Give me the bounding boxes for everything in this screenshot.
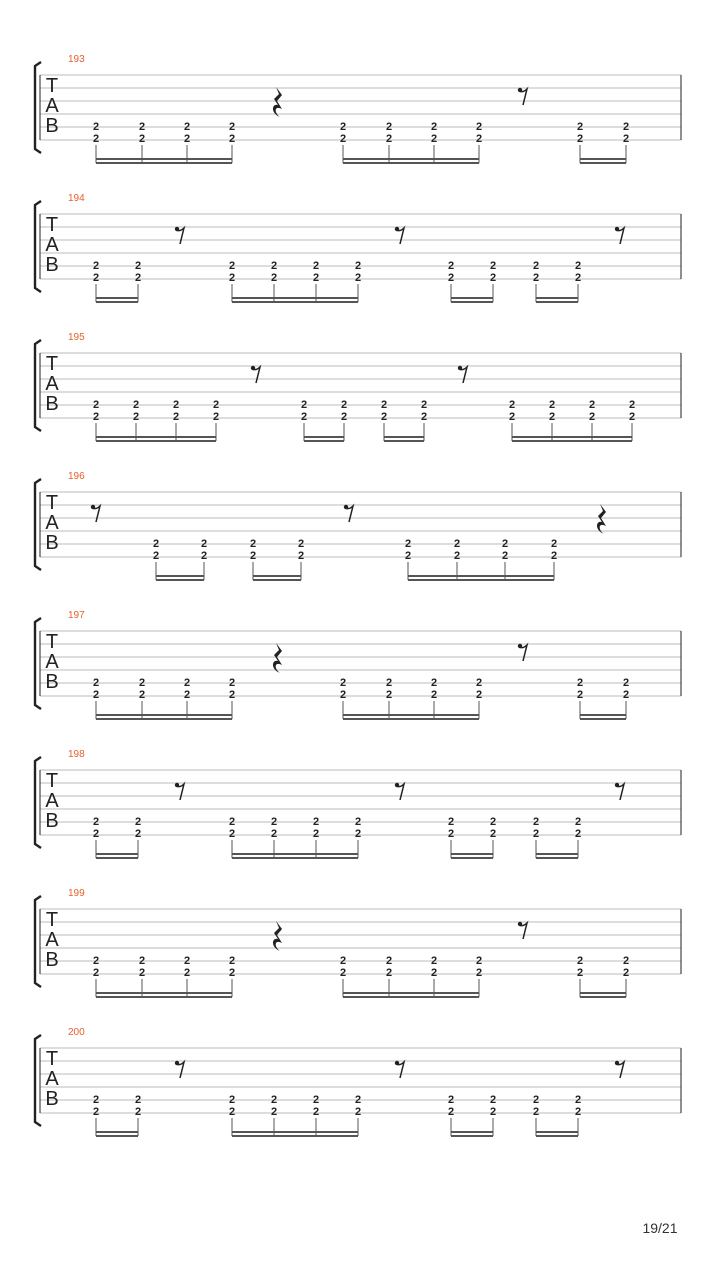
measure-number: 193 [68,54,85,65]
fret-number: 2 [228,955,236,967]
beam [96,853,138,855]
eighth-rest [615,1061,624,1078]
beam [343,718,479,720]
measure-number: 199 [68,888,85,899]
fret-number: 2 [228,1106,236,1118]
fret-number: 2 [501,550,509,562]
fret-number: 2 [92,260,100,272]
fret-number: 2 [92,1106,100,1118]
fret-number: 2 [228,260,236,272]
fret-number: 2 [404,538,412,550]
fret-number: 2 [172,399,180,411]
beam [232,853,358,855]
fret-number: 2 [550,550,558,562]
beam [96,158,232,160]
beam [156,579,204,581]
fret-number: 2 [489,1094,497,1106]
fret-number: 2 [622,967,630,979]
beam [580,996,626,998]
fret-number: 2 [622,955,630,967]
beam [96,162,232,164]
beam [536,853,578,855]
tab-clef-letter: B [45,532,59,554]
beam [96,718,232,720]
fret-number: 2 [420,399,428,411]
fret-number: 2 [134,272,142,284]
tab-clef-letter: A [45,790,59,812]
fret-number: 2 [574,1094,582,1106]
fret-number: 2 [339,689,347,701]
fret-number: 2 [228,121,236,133]
fret-number: 2 [134,828,142,840]
fret-number: 2 [339,121,347,133]
fret-number: 2 [588,411,596,423]
tab-clef-letter: A [45,929,59,951]
fret-number: 2 [385,121,393,133]
fret-number: 2 [354,816,362,828]
tab-clef-letter: T [45,75,59,97]
beam [304,436,344,438]
fret-number: 2 [622,121,630,133]
fret-number: 2 [548,411,556,423]
tab-system [35,332,681,442]
beam [536,297,578,299]
fret-number: 2 [297,550,305,562]
tab-system [35,54,681,164]
fret-number: 2 [92,133,100,145]
beam [96,1131,138,1133]
fret-number: 2 [574,828,582,840]
fret-number: 2 [270,828,278,840]
beam [580,162,626,164]
fret-number: 2 [183,689,191,701]
fret-number: 2 [447,816,455,828]
fret-number: 2 [132,411,140,423]
beam [451,857,493,859]
beam [451,297,493,299]
tab-clef-letter: A [45,1068,59,1090]
eighth-rest [518,922,527,939]
tab-clef-letter: B [45,671,59,693]
fret-number: 2 [312,816,320,828]
fret-number: 2 [489,260,497,272]
eighth-rest [395,783,404,800]
fret-number: 2 [300,411,308,423]
fret-number: 2 [354,260,362,272]
fret-number: 2 [489,272,497,284]
fret-number: 2 [228,133,236,145]
fret-number: 2 [212,411,220,423]
fret-number: 2 [138,133,146,145]
fret-number: 2 [138,677,146,689]
eighth-rest-stem [252,367,260,383]
fret-number: 2 [354,828,362,840]
beam [536,301,578,303]
beam [408,575,554,577]
fret-number: 2 [588,399,596,411]
fret-number: 2 [183,121,191,133]
measure-number: 194 [68,193,85,204]
beam [536,1135,578,1137]
fret-number: 2 [447,272,455,284]
beam [536,1131,578,1133]
fret-number: 2 [622,133,630,145]
eighth-rest-stem [176,1062,184,1078]
fret-number: 2 [576,955,584,967]
tab-clef-letter: T [45,1048,59,1070]
fret-number: 2 [622,677,630,689]
beam [232,1135,358,1137]
measure-number: 196 [68,471,85,482]
fret-number: 2 [134,260,142,272]
fret-number: 2 [574,816,582,828]
fret-number: 2 [312,828,320,840]
tab-clef-letter: T [45,631,59,653]
tab-system [35,1027,681,1137]
fret-number: 2 [385,955,393,967]
eighth-rest-stem [616,784,624,800]
fret-number: 2 [228,689,236,701]
beam [96,1135,138,1137]
fret-number: 2 [249,550,257,562]
tab-clef-letter: B [45,115,59,137]
fret-number: 2 [430,121,438,133]
fret-number: 2 [312,1094,320,1106]
fret-number: 2 [134,816,142,828]
beam [96,857,138,859]
fret-number: 2 [475,121,483,133]
eighth-rest [175,227,184,244]
eighth-rest-stem [92,506,100,522]
fret-number: 2 [183,955,191,967]
fret-number: 2 [92,399,100,411]
beam [96,996,232,998]
beam [232,301,358,303]
beam [384,440,424,442]
fret-number: 2 [420,411,428,423]
fret-number: 2 [501,538,509,550]
fret-number: 2 [339,677,347,689]
fret-number: 2 [532,1094,540,1106]
fret-number: 2 [92,121,100,133]
tab-system [35,749,681,859]
fret-number: 2 [300,399,308,411]
fret-number: 2 [172,411,180,423]
eighth-rest [518,644,527,661]
beam [343,992,479,994]
measure-number: 200 [68,1027,85,1038]
eighth-rest-stem [459,367,467,383]
fret-number: 2 [339,133,347,145]
fret-number: 2 [152,550,160,562]
fret-number: 2 [138,955,146,967]
fret-number: 2 [508,399,516,411]
fret-number: 2 [340,411,348,423]
fret-number: 2 [532,260,540,272]
beam [232,297,358,299]
fret-number: 2 [340,399,348,411]
fret-number: 2 [574,1106,582,1118]
beam [512,436,632,438]
fret-number: 2 [270,1106,278,1118]
beam [451,1131,493,1133]
tab-system [35,610,681,720]
beam [156,575,204,577]
tab-clef-letter: A [45,373,59,395]
fret-number: 2 [354,1106,362,1118]
fret-number: 2 [574,260,582,272]
fret-number: 2 [228,828,236,840]
fret-number: 2 [134,1094,142,1106]
fret-number: 2 [532,816,540,828]
beam [580,714,626,716]
beam [96,992,232,994]
eighth-rest-stem [616,228,624,244]
tab-clef-letter: T [45,353,59,375]
fret-number: 2 [312,272,320,284]
fret-number: 2 [430,967,438,979]
beam [408,579,554,581]
fret-number: 2 [270,260,278,272]
tab-clef-letter: A [45,234,59,256]
beam [343,162,479,164]
beam [232,857,358,859]
fret-number: 2 [532,828,540,840]
fret-number: 2 [447,1094,455,1106]
eighth-rest-stem [345,506,353,522]
tab-system [35,471,681,581]
fret-number: 2 [138,689,146,701]
fret-number: 2 [447,260,455,272]
measure-number: 195 [68,332,85,343]
fret-number: 2 [92,689,100,701]
fret-number: 2 [138,967,146,979]
beam [96,436,216,438]
fret-number: 2 [92,1094,100,1106]
fret-number: 2 [92,955,100,967]
tab-system [35,888,681,998]
beam [96,714,232,716]
beam [384,436,424,438]
tab-clef-letter: T [45,214,59,236]
eighth-rest-stem [519,645,527,661]
fret-number: 2 [183,677,191,689]
fret-number: 2 [270,816,278,828]
eighth-rest-stem [396,784,404,800]
eighth-rest [518,88,527,105]
fret-number: 2 [92,677,100,689]
fret-number: 2 [92,272,100,284]
fret-number: 2 [354,1094,362,1106]
tab-clef-letter: T [45,909,59,931]
fret-number: 2 [138,121,146,133]
tab-clef-letter: A [45,651,59,673]
eighth-rest [91,505,100,522]
fret-number: 2 [228,1094,236,1106]
fret-number: 2 [550,538,558,550]
eighth-rest [395,227,404,244]
fret-number: 2 [228,816,236,828]
tab-clef-letter: B [45,1088,59,1110]
eighth-rest [615,227,624,244]
eighth-rest-stem [176,228,184,244]
beam [343,996,479,998]
fret-number: 2 [430,955,438,967]
fret-number: 2 [132,399,140,411]
fret-number: 2 [576,677,584,689]
fret-number: 2 [532,1106,540,1118]
fret-number: 2 [212,399,220,411]
eighth-rest [175,1061,184,1078]
fret-number: 2 [576,967,584,979]
fret-number: 2 [385,133,393,145]
fret-number: 2 [312,260,320,272]
beam [451,301,493,303]
eighth-rest [395,1061,404,1078]
fret-number: 2 [385,967,393,979]
beam [96,440,216,442]
tab-clef-letter: B [45,393,59,415]
beam [580,718,626,720]
beam [232,1131,358,1133]
fret-number: 2 [453,550,461,562]
fret-number: 2 [228,272,236,284]
eighth-rest [458,366,467,383]
fret-number: 2 [532,272,540,284]
fret-number: 2 [447,828,455,840]
fret-number: 2 [270,1094,278,1106]
beam [253,579,301,581]
fret-number: 2 [380,399,388,411]
fret-number: 2 [312,1106,320,1118]
fret-number: 2 [134,1106,142,1118]
fret-number: 2 [548,399,556,411]
eighth-rest-stem [616,1062,624,1078]
fret-number: 2 [430,677,438,689]
tab-system [35,193,681,303]
fret-number: 2 [92,967,100,979]
fret-number: 2 [447,1106,455,1118]
page-number: 19/21 [642,1220,678,1236]
fret-number: 2 [152,538,160,550]
beam [253,575,301,577]
tab-clef-letter: T [45,492,59,514]
fret-number: 2 [489,828,497,840]
fret-number: 2 [576,121,584,133]
quarter-rest [273,643,282,673]
fret-number: 2 [628,411,636,423]
fret-number: 2 [339,955,347,967]
fret-number: 2 [475,955,483,967]
quarter-rest [597,504,606,534]
fret-number: 2 [622,689,630,701]
fret-number: 2 [297,538,305,550]
fret-number: 2 [628,399,636,411]
fret-number: 2 [489,816,497,828]
fret-number: 2 [489,1106,497,1118]
eighth-rest-stem [396,1062,404,1078]
eighth-rest-stem [519,89,527,105]
fret-number: 2 [354,272,362,284]
fret-number: 2 [249,538,257,550]
beam [96,301,138,303]
beam [96,297,138,299]
quarter-rest [273,921,282,951]
eighth-rest [344,505,353,522]
fret-number: 2 [508,411,516,423]
fret-number: 2 [475,689,483,701]
tab-clef-letter: B [45,810,59,832]
fret-number: 2 [475,967,483,979]
fret-number: 2 [453,538,461,550]
eighth-rest [615,783,624,800]
measure-number: 198 [68,749,85,760]
fret-number: 2 [339,967,347,979]
beam [536,857,578,859]
quarter-rest [273,87,282,117]
beam [580,158,626,160]
fret-number: 2 [92,816,100,828]
beam [304,440,344,442]
fret-number: 2 [385,677,393,689]
measure-number: 197 [68,610,85,621]
eighth-rest-stem [519,923,527,939]
fret-number: 2 [380,411,388,423]
beam [343,158,479,160]
fret-number: 2 [475,677,483,689]
tab-clef-letter: B [45,949,59,971]
eighth-rest-stem [176,784,184,800]
fret-number: 2 [228,967,236,979]
beam [451,1135,493,1137]
beam [512,440,632,442]
beam [343,714,479,716]
tab-clef-letter: B [45,254,59,276]
fret-number: 2 [183,133,191,145]
fret-number: 2 [92,411,100,423]
beam [580,992,626,994]
eighth-rest [251,366,260,383]
fret-number: 2 [574,272,582,284]
fret-number: 2 [385,689,393,701]
tab-clef-letter: A [45,95,59,117]
fret-number: 2 [228,677,236,689]
fret-number: 2 [430,133,438,145]
fret-number: 2 [576,133,584,145]
fret-number: 2 [270,272,278,284]
fret-number: 2 [430,689,438,701]
fret-number: 2 [200,550,208,562]
tab-clef-letter: T [45,770,59,792]
fret-number: 2 [404,550,412,562]
fret-number: 2 [92,828,100,840]
beam [451,853,493,855]
fret-number: 2 [200,538,208,550]
eighth-rest-stem [396,228,404,244]
tab-clef-letter: A [45,512,59,534]
fret-number: 2 [576,689,584,701]
fret-number: 2 [183,967,191,979]
eighth-rest [175,783,184,800]
fret-number: 2 [475,133,483,145]
